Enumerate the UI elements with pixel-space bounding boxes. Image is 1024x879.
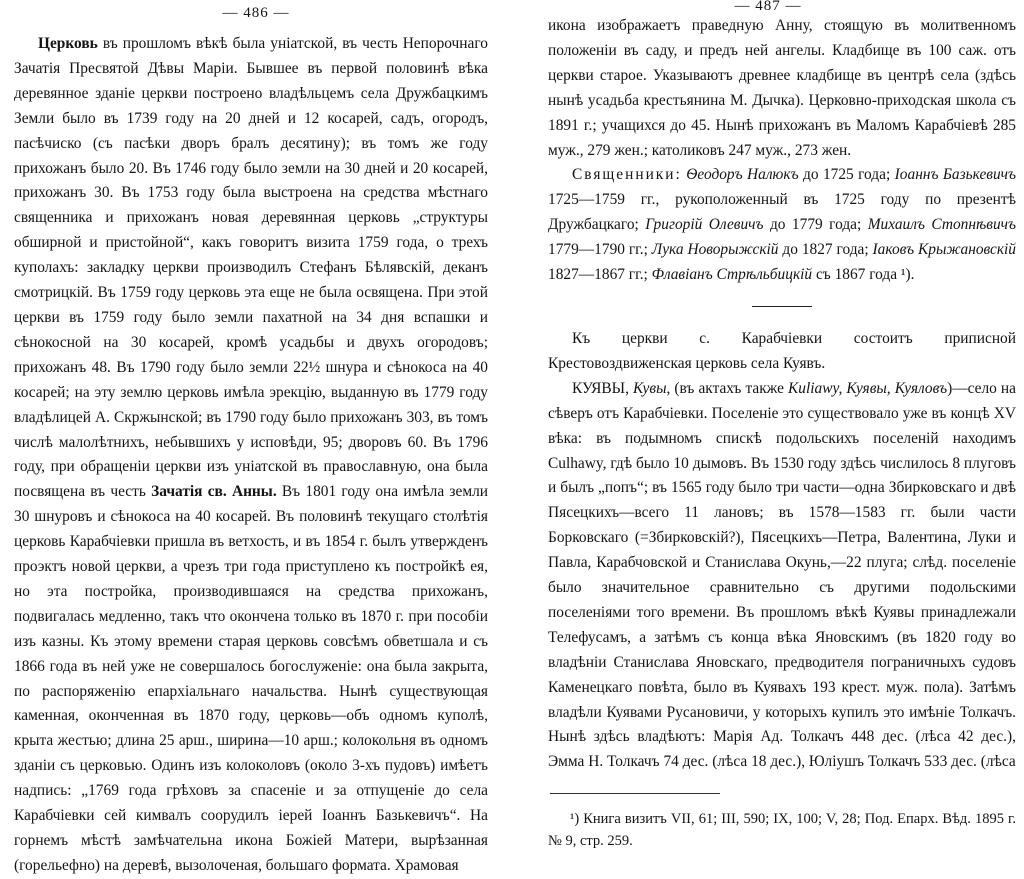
footnote: ¹) Книга визитъ VII, 61; III, 590; IX, 100; V, 28; Под. Епарх. Вѣд. 1895 г. № 9, стр. 259. — [548, 811, 1016, 850]
paragraph-text: до 1827 года; — [778, 241, 873, 259]
paragraph-text: съ 1867 года ¹). — [812, 266, 915, 284]
priest-name: Іаковъ Крыжановскій — [872, 241, 1017, 259]
village-name-italic: Кувы — [633, 379, 667, 397]
dedication-text: Зачатія св. Анны. — [151, 483, 277, 501]
paragraph-text: , (въ актахъ также — [666, 379, 789, 397]
paragraph-kuyavy — [548, 377, 1016, 776]
paragraph: икона изображаетъ праведную Анну, стоящую въ молитвенномъ положеніи въ саду, и предъ ней ангелы. Кладбище въ 100 саж. отъ церкви старое. Указываютъ древнее кладбище въ центрѣ села (здѣсь нынѣ усадьба крестьянина М. Дычка). Церковно-приходская школа съ 1891 г.; учащихся до 45. Нынѣ прихожанъ въ Маломъ Карабчіевѣ 285 муж., 279 жен.; католиковъ 247 муж., 273 жен. — [548, 17, 1016, 159]
paragraph-text: до 1725 года; — [798, 166, 895, 184]
paragraph-text: 1725—1759 гг., рукоположенный въ 1725 году по презентѣ Дружбацкаго; — [548, 191, 1016, 234]
paragraph-text: до 1779 года; — [763, 216, 868, 234]
paragraph-text: 1827—1867 гг.; — [548, 266, 652, 284]
paragraph-text: Въ 1801 году она имѣла земли 30 шнуровъ и сѣнокоса на 40 косарей. Въ половинѣ текущаго столѣтія церковь Карабчіевки пришла въ ветхость, и въ 1854 г. былъ утвержденъ проэктъ новой церкви, а чрезъ три года приступлено къ постройкѣ ея, но эта постройка, производившаяся на средства прихожанъ, подвигалась медленно, такъ что окончена только въ 1870 г. при пособіи изъ казны. Къ этому времени старая церковь совсѣмъ обветшала и съ 1866 года въ ней уже не совершалось богослуженіе: она была закрыта, по распоряженію епархіальнаго начальства. Нынѣ существующая каменная, оконченная въ 1870 году, церковь—объ одномъ куполѣ, крыта жестью; длина 25 арш., ширина—10 арш.; колокольня въ одномъ зданіи съ церковью. Одинъ изъ колоколовъ (около 3-хъ пудовъ) имѣетъ надпись: „1769 года грѣховъ за спасеніе и за отпущеніе до села Карабчіевки сей кимвалъ соорудилъ іерей Іоаннъ Базькевичъ“. На горнемъ мѣстѣ замѣчательна икона Божіей Матери, вырѣзанная (горельефно) на деревѣ, вызолоченая, большаго формата. Храмовая — [14, 483, 488, 874]
paragraph-lead: Священники: — [572, 166, 682, 184]
priest-name: Григорій Олевичъ — [645, 216, 764, 234]
village-name-italic: Kulіawy, Куявы, Куяловъ — [788, 379, 948, 397]
priest-name: Ѳеодоръ Налюкъ — [686, 166, 799, 184]
priest-name: Михаилъ Стопнѣвичъ — [867, 216, 1016, 234]
paragraph — [14, 32, 488, 879]
footnote-divider — [550, 793, 720, 794]
section-divider — [752, 306, 812, 307]
page-number: — 487 — — [734, 0, 802, 14]
paragraph-text: въ прошломъ вѣкѣ была уніатской, въ честь Непорочнаго Зачатія Пресвятой Дѣвы Маріи. Бывшее въ первой половинѣ вѣка деревянное зданіе церкви построено владѣльцемъ села Дружбацкимъ Земли было въ 1739 году на 20 дней и 12 косарей, садъ, огородъ, пасѣчиско (съ пасѣки дворъ бралъ десятину); въ томъ же году прихожанъ было 20. Въ 1746 году было земли на 30 дней и 20 косарей, прихожанъ 30. Въ 1753 году была выстроена на средства мѣстнаго священника и прихожанъ новая деревянная церковь „структуры обширной и пристойной“, какъ говоритъ визита 1759 года, о трехъ куполахъ: закладку церкви производилъ Стефанъ Бѣлявскій, деканъ смотрицкій. Въ 1759 году церковь эта еще не была освящена. При этой церкви въ 1759 году было земли пахатной на 34 дня вспашки и сѣнокосной на 30 косарей, кромѣ усадьбы и двухъ огородовъ; прихожанъ 48. Въ 1790 году было земли 22½ шнура и сѣнокоса на 40 косарей; на эту землю церковь имѣла эрекцію, выданную въ 1779 году владѣлицей А. Скржынской; въ 1790 году было прихожанъ 303, въ томъ числѣ малолѣтнихъ, небывшихъ у исповѣди, 95; дворовъ 60. Въ 1796 году, при обращеніи церкви изъ уніатской въ православную, она была посвящена въ честь — [14, 35, 488, 501]
paragraph-priests — [548, 163, 1016, 288]
paragraph-text: 1779—1790 гг.; — [548, 241, 652, 259]
right-page — [512, 0, 1024, 850]
priest-name: Лука Новорыжскій — [651, 241, 779, 259]
priest-name: Іоаннъ Базькевичъ — [894, 166, 1016, 184]
paragraph: Къ церкви с. Карабчіевки состоитъ приписной Крестовоздвиженская церковь села Куявъ. — [548, 329, 1016, 372]
paragraph-text: )—село на сѣверъ отъ Карабчіевки. Поселеніе это существовало уже въ концѣ XV вѣка: въ подымномъ спискѣ подольскихъ поселеній находимъ Culhawy, гдѣ было 10 дымовъ. Въ 1530 году здѣсь числилось 8 плуговъ и былъ „попъ“; въ 1565 году было три части—одна Збирковскаго и двѣ Пясецкихъ—всего 11 лановъ; въ 1578—1583 гг. были части Борковскаго (=Збирковскій?), Пясецкихъ—Петра, Валентина, Луки и Павла, Карабчовской и Станислава Окунь,—22 плуга; слѣд. поселеніе было значительное сравнительно съ другими подольскими поселеніями того времени. Въ прошломъ вѣкѣ Куявы принадлежали Телефусамъ, а затѣмъ съ конца вѣка Яновскимъ (въ 1820 году во владѣніи Станислава Яновскаго, предводителя пограничныхъ судовъ Каменецкаго повѣта, было въ Куявахъ 193 крест. муж. пола). Затѣмъ владѣли Куявами Русановичи, у которыхъ купилъ это имѣніе Толкачъ. Нынѣ здѣсь владѣютъ: Марія Ад. Толкачъ 448 дес. (лѣса 42 дес.), Эмма Н. Толкачъ 74 дес. (лѣса 18 дес.), Юліушъ Толкачъ 533 дес. (лѣса — [548, 379, 1016, 771]
paragraph-lead: Церковь — [38, 35, 98, 52]
priest-name: Флавіанъ Стрѣльбицкій — [651, 266, 813, 284]
left-body-text — [14, 32, 488, 879]
right-body-text — [548, 14, 1016, 852]
page-number: — 486 — — [222, 5, 290, 21]
left-page — [0, 0, 512, 874]
paragraph-lead: КУЯВЫ, — [572, 379, 629, 397]
